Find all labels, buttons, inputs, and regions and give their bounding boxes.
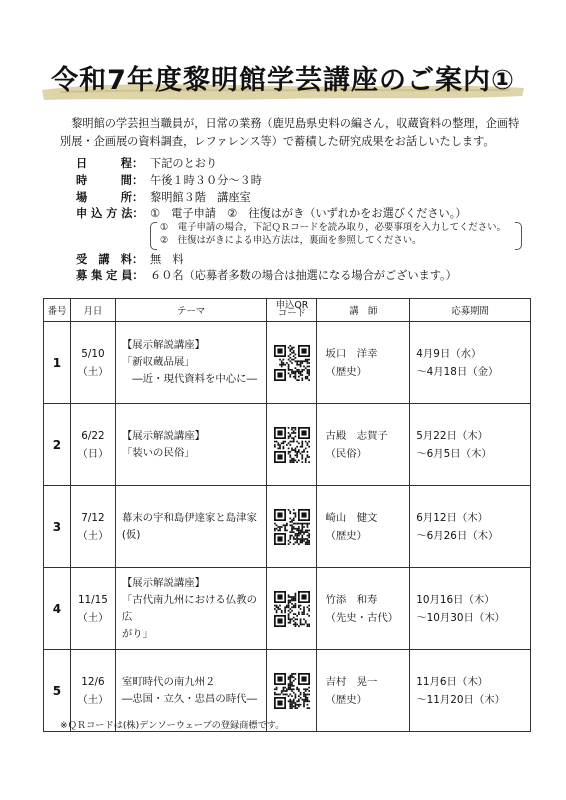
schedule-table (43, 298, 531, 732)
row-number: 5 (44, 650, 71, 732)
row-number: 1 (44, 322, 71, 404)
row-lecturer: 坂口 洋幸 （歴史） (317, 322, 410, 404)
row-period: 11月6日（木） ～11月20日（木） (410, 650, 531, 732)
qr-code-icon[interactable] (274, 345, 310, 381)
qr-code-icon[interactable] (274, 591, 310, 627)
row-theme: 【展示解説講座】 「新収蔵品展」 ―近・現代資料を中心に― (115, 322, 267, 404)
info-apply (76, 206, 536, 221)
row-theme: 室町時代の南九州２ ―忠国・立久・忠昌の時代― (115, 650, 267, 732)
row-date: 5/10 （土） (70, 322, 115, 404)
apply-note-1: ① 電子申請の場合，下記ＱＲコードを読み取り，必要事項を入力してください。 (160, 222, 506, 233)
info-fee (76, 252, 536, 267)
row-qr-cell (267, 322, 317, 404)
row-date: 11/15 （土） (70, 568, 115, 650)
header-theme: テーマ (115, 299, 267, 322)
date-label: 日 程： (76, 157, 144, 170)
info-place (76, 190, 536, 205)
row-number: 2 (44, 404, 71, 486)
fee-label: 受 講 料： (76, 253, 144, 266)
header-date: 月日 (70, 299, 115, 322)
row-number: 4 (44, 568, 71, 650)
row-theme: 幕末の宇和島伊達家と島津家(仮) (115, 486, 267, 568)
bracket-left (150, 222, 157, 250)
bracket-right (515, 222, 522, 250)
place-value: 黎明館３階 講座室 (150, 191, 251, 204)
apply-note-2: ② 往復はがきによる申込方法は，裏面を参照してください。 (160, 235, 422, 246)
table-row (44, 322, 531, 404)
row-qr-cell (267, 568, 317, 650)
table-row (44, 404, 531, 486)
footer-note: ※ＱＲコードは(株)デンソーウェーブの登録商標です。 (60, 720, 285, 731)
info-capacity (76, 268, 536, 283)
qr-code-icon[interactable] (274, 673, 310, 709)
row-lecturer: 竹添 和寿 （先史・古代） (317, 568, 410, 650)
time-value: 午後１時３０分～３時 (150, 174, 262, 187)
row-theme: 【展示解説講座】 「装いの民俗」 (115, 404, 267, 486)
header-lecturer: 講 師 (317, 299, 410, 322)
capacity-value: ６０名（応募者多数の場合は抽選になる場合がございます。） (150, 269, 457, 282)
qr-code-icon[interactable] (274, 509, 310, 545)
place-label: 場 所： (76, 191, 144, 204)
row-lecturer: 吉村 晃一 （歴史） (317, 650, 410, 732)
row-number: 3 (44, 486, 71, 568)
table-row (44, 568, 531, 650)
row-period: 6月12日（木） ～6月26日（木） (410, 486, 531, 568)
header-period: 応募期間 (410, 299, 531, 322)
apply-note (150, 221, 518, 249)
row-period: 4月9日（水） ～4月18日（金） (410, 322, 531, 404)
fee-value: 無 料 (150, 253, 184, 266)
row-lecturer: 古殿 志賀子 （民俗） (317, 404, 410, 486)
row-qr-cell (267, 404, 317, 486)
row-qr-cell (267, 486, 317, 568)
table-row (44, 486, 531, 568)
title-area (40, 56, 526, 112)
header-no: 番号 (44, 299, 71, 322)
table-header-row (44, 299, 531, 322)
row-period: 10月16日（木） ～10月30日（木） (410, 568, 531, 650)
row-period: 5月22日（木） ～6月5日（木） (410, 404, 531, 486)
time-label: 時 間： (76, 174, 144, 187)
row-date: 12/6 （土） (70, 650, 115, 732)
date-value: 下記のとおり (150, 157, 218, 170)
row-lecturer: 崎山 健文 （歴史） (317, 486, 410, 568)
info-date (76, 156, 536, 171)
intro-text: 黎明館の学芸担当職員が，日常の業務（鹿児島県史料の編さん，収蔵資料の整理，企画特別展・企画展の資料調査，レファレンス等）で蓄積した研究成果をお話しいたします。 (60, 117, 520, 148)
page-title: 令和7年度黎明館学芸講座のご案内① (51, 65, 515, 96)
row-date: 6/22 （日） (70, 404, 115, 486)
apply-label: 申 込 方 法： (76, 207, 144, 220)
capacity-label: 募 集 定 員： (76, 269, 144, 282)
info-time (76, 173, 536, 188)
header-qr: 申込QR コード (267, 299, 317, 322)
row-date: 7/12 （土） (70, 486, 115, 568)
row-theme: 【展示解説講座】 「古代南九州における仏教の広 がり」 (115, 568, 267, 650)
qr-code-icon[interactable] (274, 427, 310, 463)
apply-value: ① 電子申請 ② 往復はがき（いずれかをお選びください。） (150, 207, 467, 220)
